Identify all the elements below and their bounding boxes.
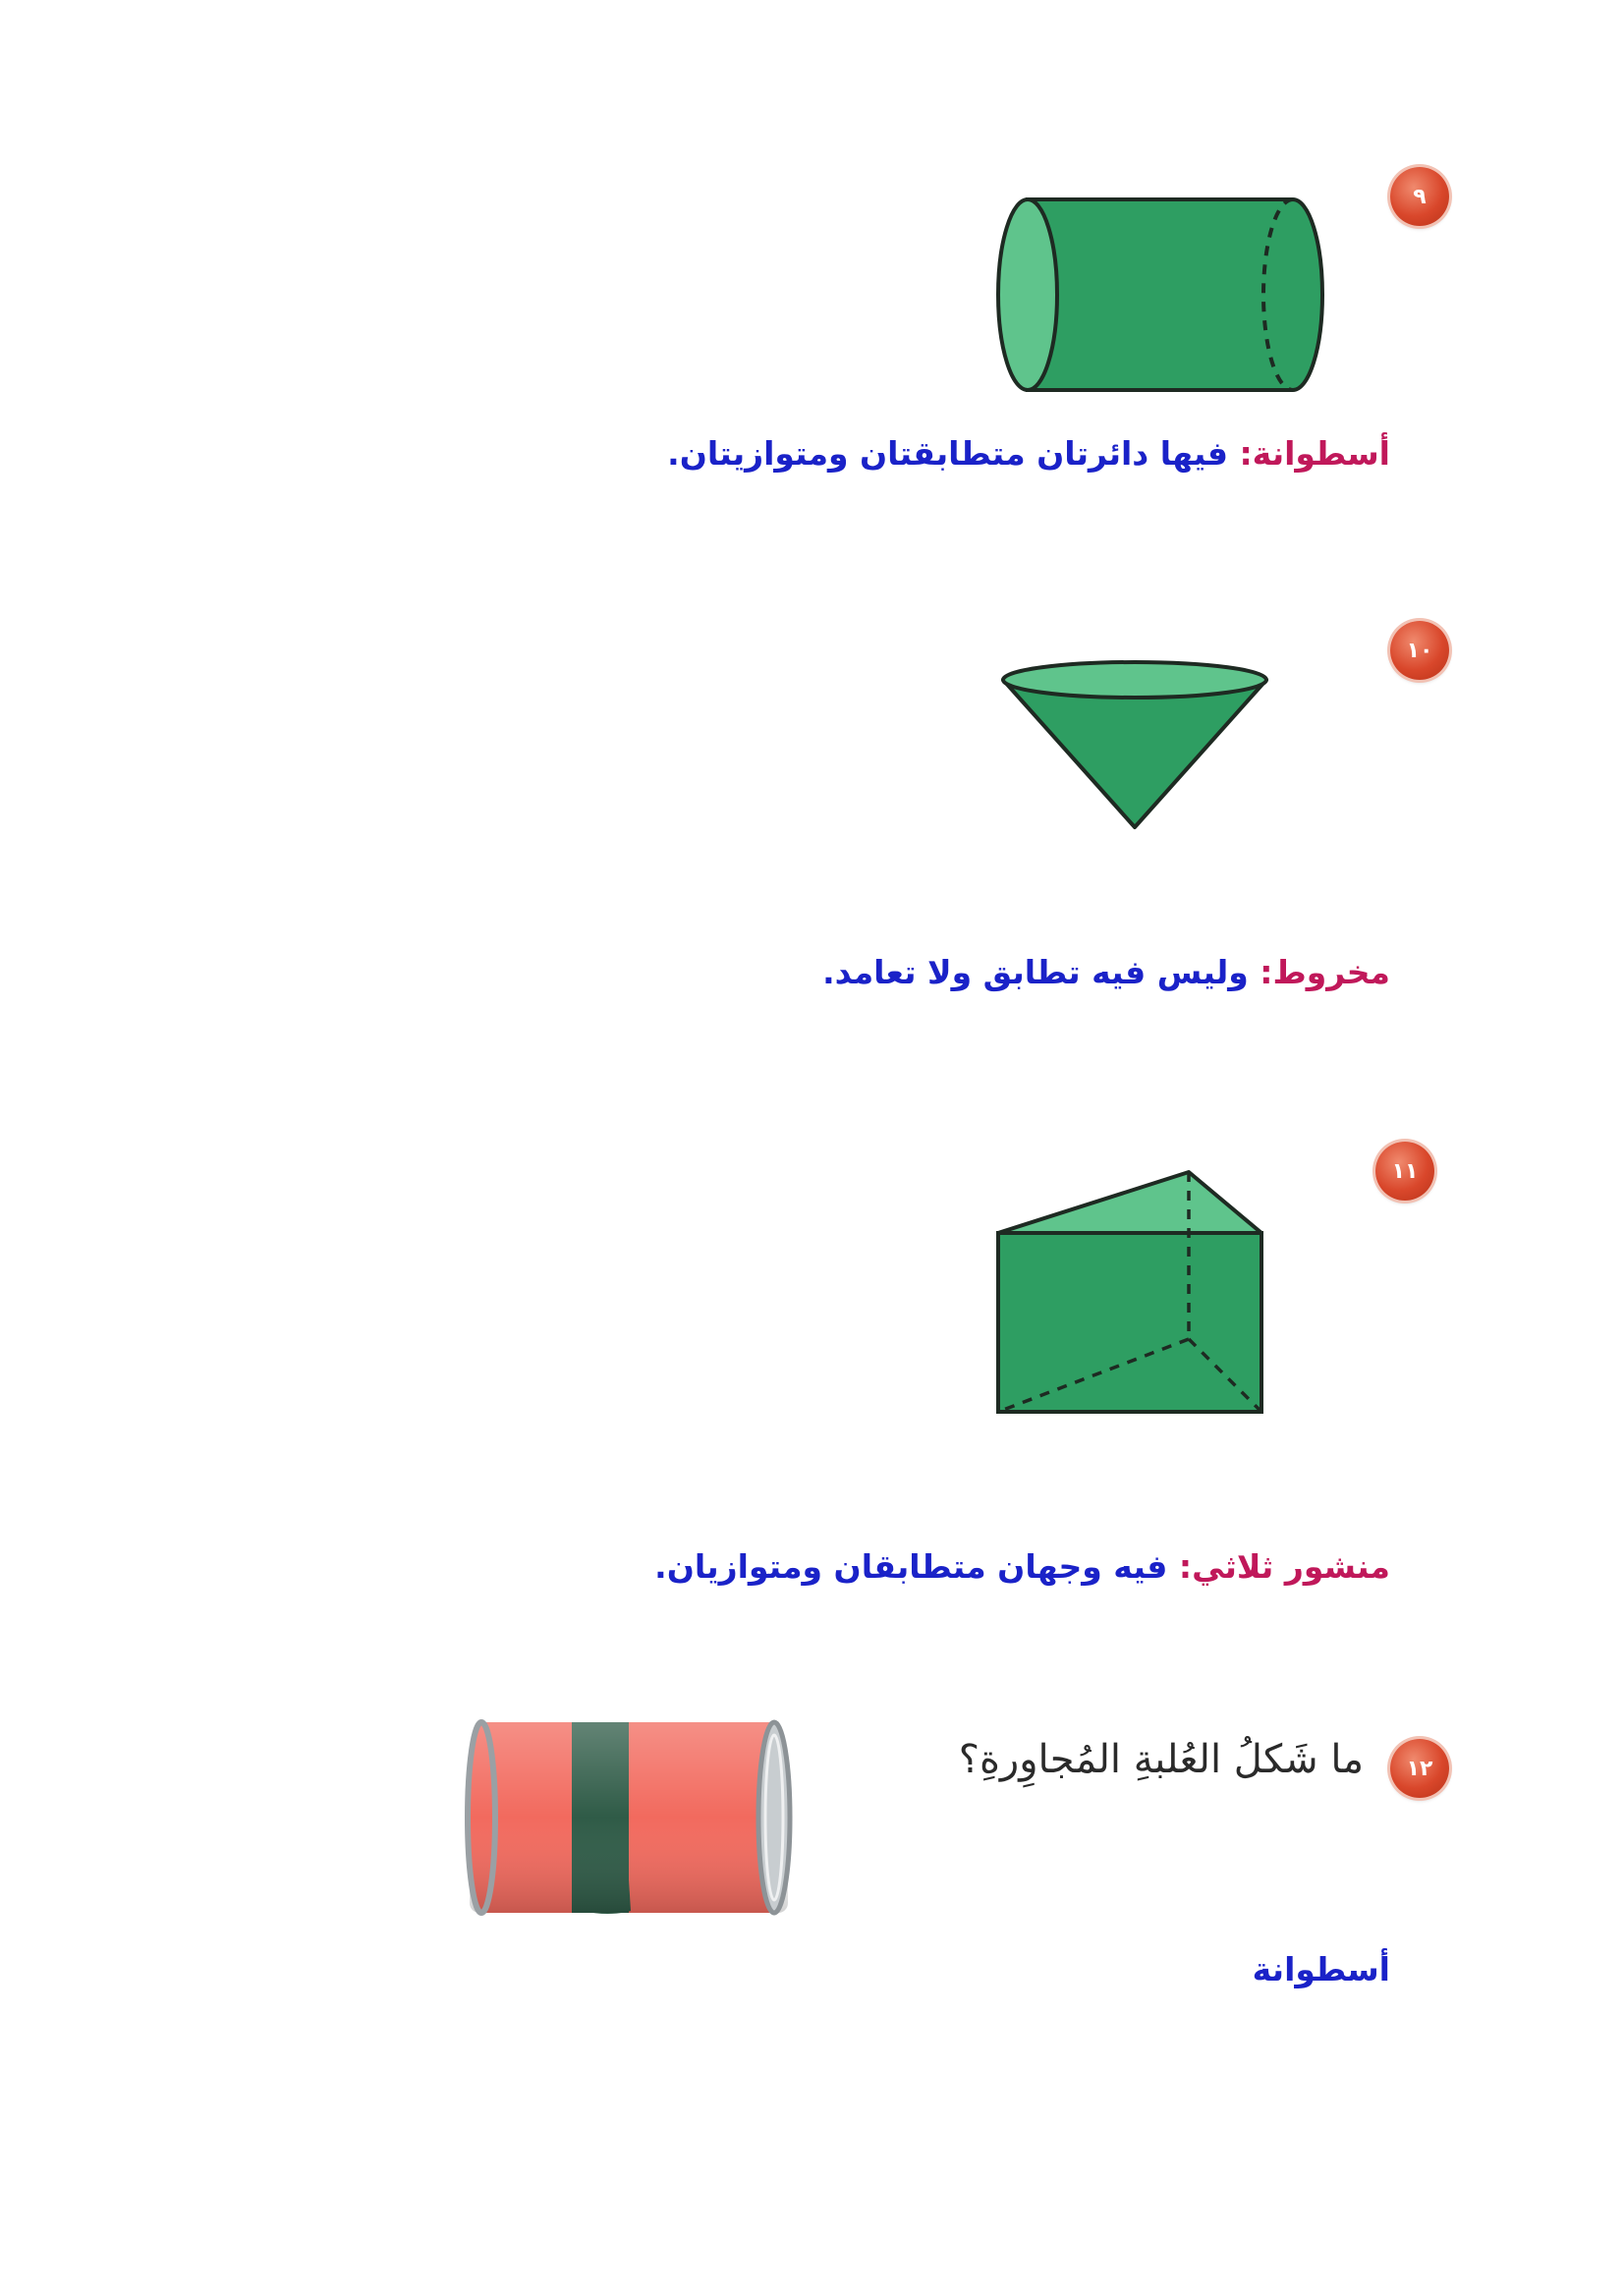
answer-line [822,953,1390,991]
answer-text: فيها دائرتان متطابقتان ومتوازيتان. [667,434,1228,473]
exercise-number-badge: ١١ [1375,1142,1434,1201]
answer-term: أسطوانة: [1239,434,1390,473]
triangular-prism-figure [992,1164,1267,1420]
cone-figure [997,658,1272,835]
prism-top-face [998,1172,1261,1233]
exercise-number-badge: ١٠ [1390,621,1449,680]
answer-line [1253,1950,1390,1988]
answer-line [667,434,1390,473]
answer-text: فيه وجهان متطابقان ومتوازيان. [654,1547,1168,1586]
cone-body [1003,680,1266,827]
question-text: ما شَكلُ العُلبةِ المُجاوِرةِ؟ [958,1737,1364,1782]
answer-text: وليس فيه تطابق ولا تعامد. [822,953,1249,991]
answer-term: منشور ثلاثي: [1178,1547,1390,1586]
can-lid [758,1722,790,1913]
answer-line [654,1547,1390,1586]
exercise-number-badge: ٩ [1390,167,1449,226]
answer-term: أسطوانة [1252,1950,1390,1988]
cone-base-circle [1003,662,1266,698]
cylinder-body [1028,199,1322,390]
cylinder-base-circle [998,199,1057,390]
exercise-number-badge: ١٢ [1390,1739,1449,1798]
can-image [462,1714,796,1921]
prism-front-face [998,1233,1261,1412]
answer-term: مخروط: [1260,953,1390,991]
cylinder-figure [992,192,1326,398]
